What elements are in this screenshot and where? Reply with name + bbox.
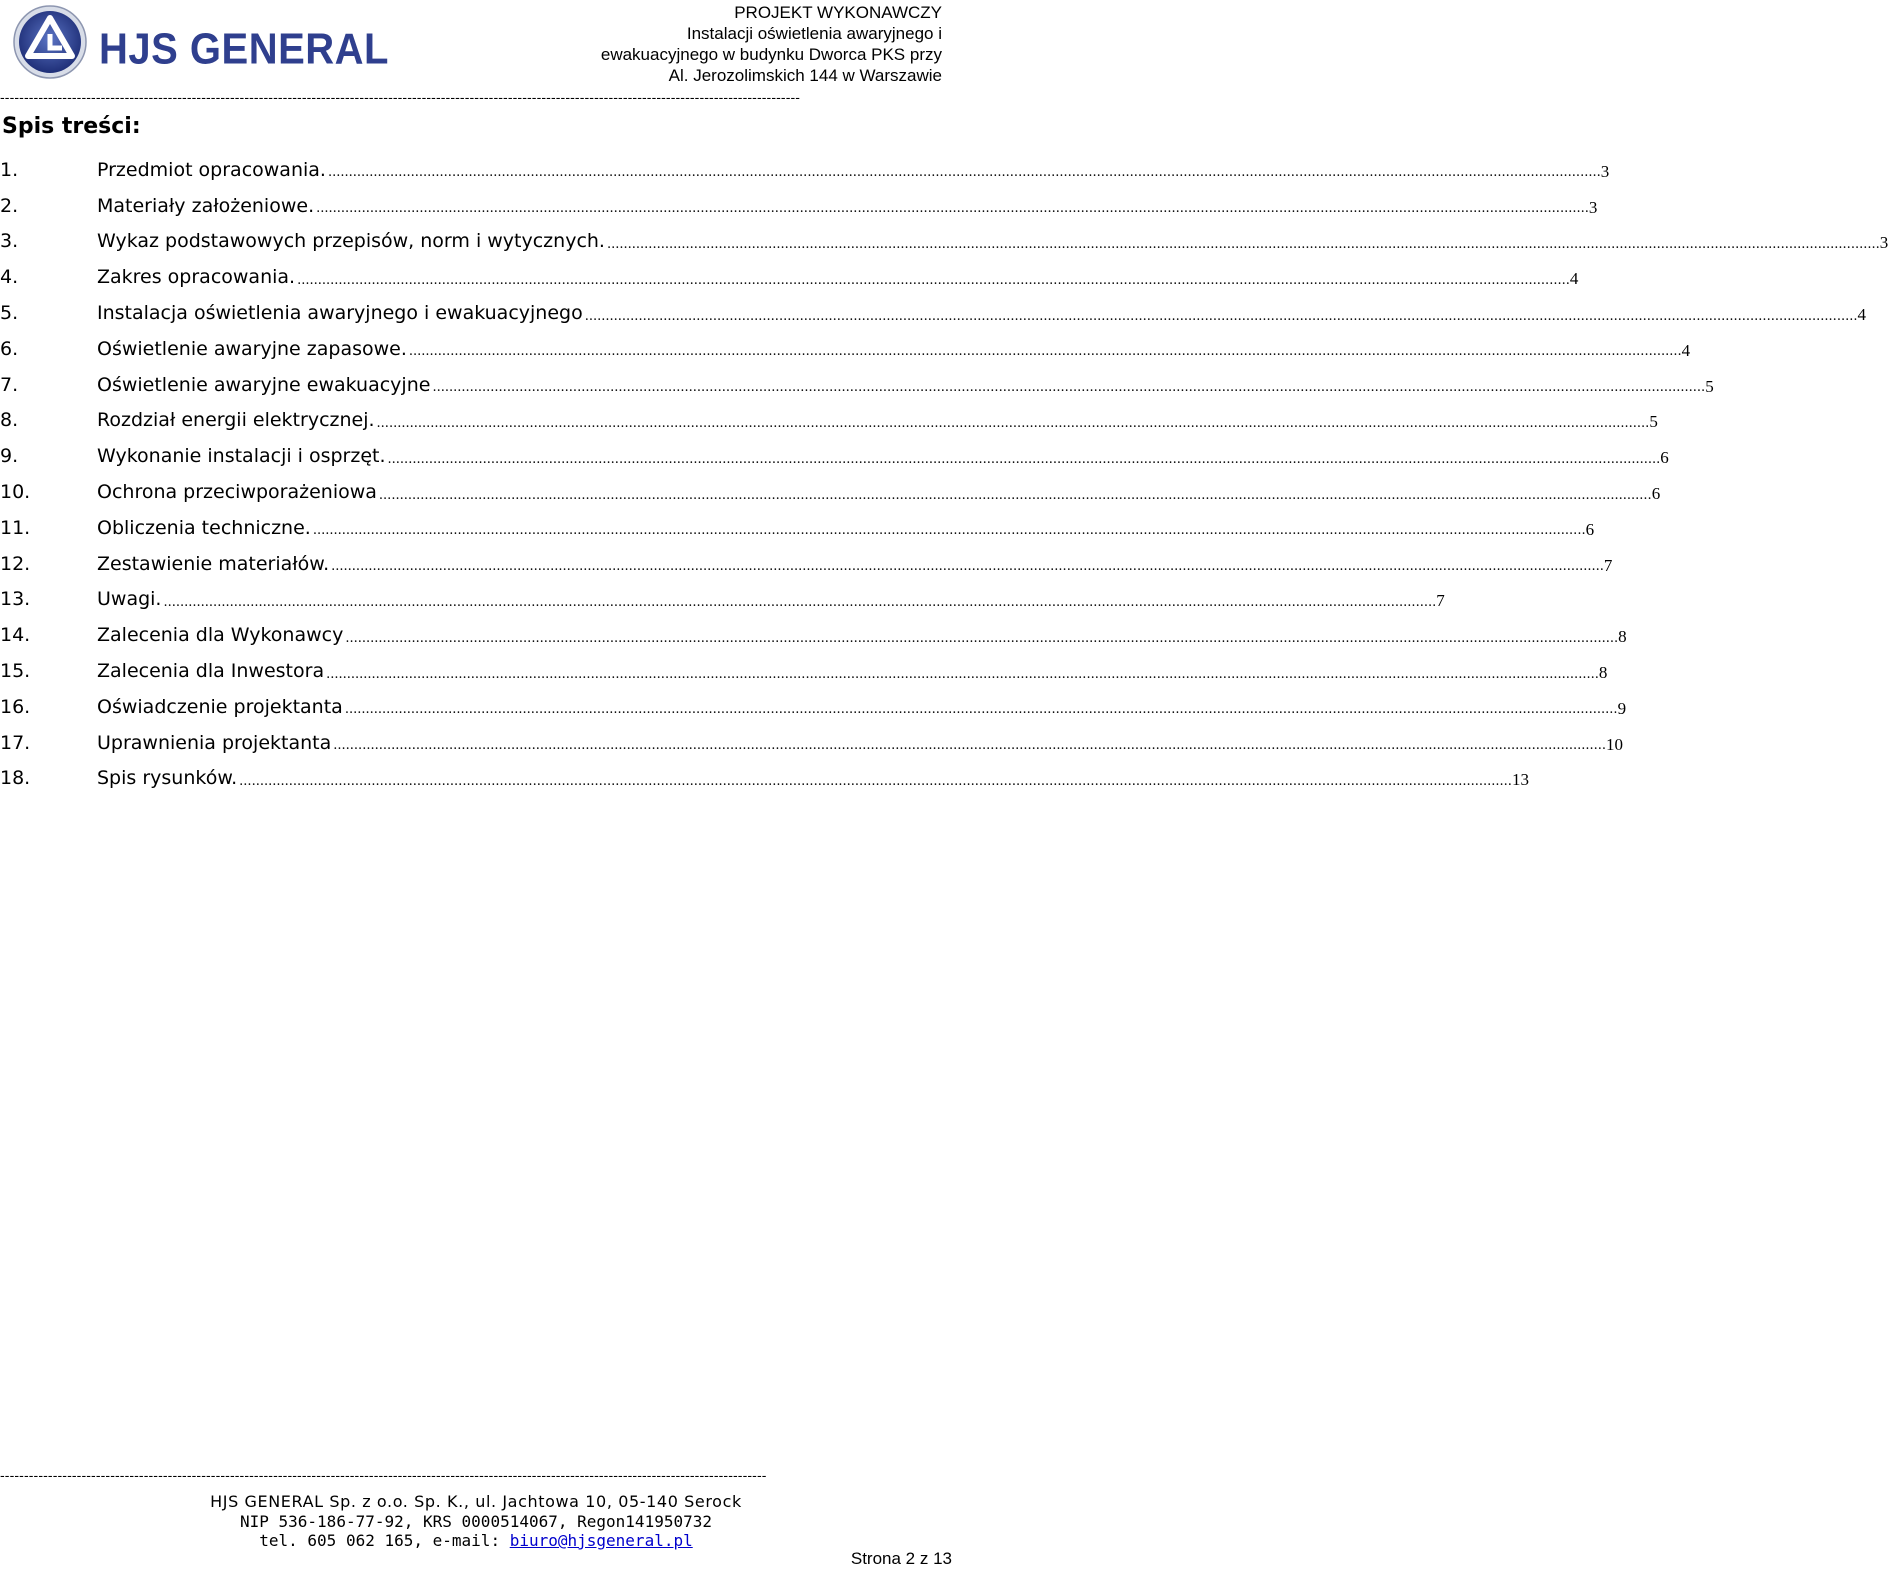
- toc-entry-label: Ochrona przeciwporażeniowa: [97, 481, 377, 504]
- toc-entry-page: 4: [1569, 269, 1579, 289]
- toc-leader-dots: ....................................................................................................................................................................................................................................................................................................................: [333, 738, 1607, 754]
- toc-leader-dots: ....................................................................................................................................................................................................................................................................................................................: [297, 272, 1570, 288]
- toc-entry-page: 13: [1511, 770, 1529, 790]
- toc-leader-dots: ....................................................................................................................................................................................................................................................................................................................: [584, 308, 1858, 324]
- toc-entry-number: 2.: [0, 194, 19, 217]
- toc-entry[interactable]: [0, 224, 1888, 260]
- toc-entry-page: 9: [1617, 698, 1627, 718]
- toc-leader-dots: ....................................................................................................................................................................................................................................................................................................................: [606, 236, 1880, 252]
- toc-entry[interactable]: [0, 367, 1714, 403]
- toc-entry-page: 5: [1649, 412, 1658, 432]
- toc-entry-page: 7: [1603, 555, 1613, 575]
- toc-entry[interactable]: [0, 152, 1610, 188]
- toc-leader-dots: ....................................................................................................................................................................................................................................................................................................................: [376, 415, 1650, 431]
- toc-entry-label: Zalecenia dla Wykonawcy: [97, 624, 344, 647]
- email-link[interactable]: biuro@hjsgeneral.pl: [509, 1531, 693, 1550]
- toc-entry-number: 8.: [0, 409, 19, 432]
- document-header: [601, 2, 942, 86]
- toc-entry-number: 4.: [0, 266, 19, 289]
- toc-title: Spis treści:: [2, 114, 141, 139]
- page-number: Strona 2 z 13: [850, 1549, 952, 1568]
- toc-entry-number: 13.: [0, 588, 31, 611]
- table-of-contents: [0, 152, 1888, 796]
- toc-entry-number: 1.: [0, 158, 19, 181]
- toc-entry[interactable]: [0, 474, 1661, 510]
- toc-entry-page: 3: [1600, 161, 1610, 181]
- toc-leader-dots: ....................................................................................................................................................................................................................................................................................................................: [331, 559, 1604, 575]
- project-address: Al. Jerozolimskich 144 w Warszawie: [668, 66, 942, 85]
- logo-emblem-icon: [12, 4, 389, 80]
- toc-leader-dots: ....................................................................................................................................................................................................................................................................................................................: [432, 380, 1706, 396]
- footer-company-address: HJS GENERAL Sp. z o.o. Sp. K., ul. Jachtowa 10, 05-140 Serock: [210, 1492, 742, 1511]
- toc-entry-page: 4: [1681, 340, 1691, 360]
- toc-entry-number: 5.: [0, 302, 19, 325]
- toc-entry-number: 15.: [0, 660, 31, 683]
- toc-entry-number: 3.: [0, 230, 19, 253]
- toc-entry-page: 8: [1598, 663, 1608, 683]
- toc-leader-dots: ....................................................................................................................................................................................................................................................................................................................: [312, 523, 1586, 539]
- toc-leader-dots: ....................................................................................................................................................................................................................................................................................................................: [345, 630, 1619, 646]
- toc-entry-page: 6: [1660, 448, 1669, 468]
- toc-leader-dots: ....................................................................................................................................................................................................................................................................................................................: [326, 666, 1599, 682]
- project-title-line-2: ewakuacyjnego w budynku Dworca PKS przy: [600, 45, 942, 64]
- toc-entry-number: 17.: [0, 731, 31, 754]
- toc-leader-dots: ....................................................................................................................................................................................................................................................................................................................: [163, 594, 1437, 610]
- company-logo: [12, 4, 389, 80]
- toc-entry[interactable]: [0, 761, 1529, 797]
- toc-entry-page: 10: [1606, 734, 1624, 754]
- toc-entry-page: 8: [1618, 627, 1627, 647]
- toc-leader-dots: ....................................................................................................................................................................................................................................................................................................................: [344, 702, 1618, 718]
- toc-entry-label: Spis rysunków.: [97, 767, 238, 790]
- toc-leader-dots: ....................................................................................................................................................................................................................................................................................................................: [408, 344, 1682, 360]
- header-divider: -----------------------------------------------------------------------------------------------------------------------------------------------------------------------: [0, 91, 801, 106]
- toc-entry[interactable]: [0, 188, 1598, 224]
- toc-entry[interactable]: [0, 689, 1627, 725]
- toc-entry-label: Obliczenia techniczne.: [97, 516, 311, 539]
- toc-entry[interactable]: [0, 295, 1866, 331]
- toc-entry-label: Zestawienie materiałów.: [97, 552, 330, 575]
- toc-entry-number: 12.: [0, 552, 31, 575]
- toc-entry[interactable]: [0, 546, 1613, 582]
- toc-entry-label: Wykaz podstawowych przepisów, norm i wytycznych.: [97, 230, 605, 253]
- toc-entry-number: 11.: [0, 516, 31, 539]
- toc-entry[interactable]: [0, 617, 1627, 653]
- toc-entry[interactable]: [0, 510, 1595, 546]
- toc-entry-page: 7: [1436, 591, 1445, 611]
- toc-entry-number: 7.: [0, 373, 19, 396]
- toc-entry-page: 3: [1588, 197, 1598, 217]
- toc-entry[interactable]: [0, 438, 1669, 474]
- footer-registration: NIP 536-186-77-92, KRS 0000514067, Regon141950732: [239, 1512, 712, 1531]
- toc-entry-page: 4: [1857, 305, 1866, 325]
- toc-entry[interactable]: [0, 403, 1658, 439]
- toc-entry-label: Materiały założeniowe.: [97, 194, 315, 217]
- toc-entry-label: Uwagi.: [97, 588, 162, 611]
- logo-text: HJS GENERAL: [98, 23, 389, 73]
- toc-entry-label: Uprawnienia projektanta: [97, 731, 332, 754]
- toc-entry-page: 6: [1651, 484, 1661, 504]
- toc-entry-number: 10.: [0, 481, 31, 504]
- toc-entry-number: 16.: [0, 695, 31, 718]
- toc-entry-number: 18.: [0, 767, 31, 790]
- footer-phone: tel. 605 062 165, e-mail:: [259, 1531, 510, 1550]
- toc-leader-dots: ....................................................................................................................................................................................................................................................................................................................: [327, 165, 1601, 181]
- toc-entry[interactable]: [0, 725, 1624, 761]
- project-title-line-1: Instalacji oświetlenia awaryjnego i: [686, 24, 942, 43]
- toc-entry-number: 9.: [0, 445, 19, 468]
- toc-entry[interactable]: [0, 331, 1691, 367]
- toc-entry-number: 14.: [0, 624, 31, 647]
- toc-leader-dots: ....................................................................................................................................................................................................................................................................................................................: [316, 201, 1589, 217]
- toc-leader-dots: ....................................................................................................................................................................................................................................................................................................................: [387, 451, 1661, 467]
- toc-entry[interactable]: [0, 259, 1579, 295]
- toc-entry-label: Instalacja oświetlenia awaryjnego i ewakuacyjnego: [97, 302, 583, 325]
- toc-entry-label: Oświetlenie awaryjne zapasowe.: [97, 337, 407, 360]
- toc-entry-page: 3: [1879, 233, 1888, 253]
- toc-leader-dots: ....................................................................................................................................................................................................................................................................................................................: [378, 487, 1652, 503]
- toc-entry-label: Oświetlenie awaryjne ewakuacyjne: [97, 373, 431, 396]
- toc-entry-label: Rozdział energii elektrycznej.: [97, 409, 375, 432]
- toc-entry-label: Zakres opracowania.: [97, 266, 296, 289]
- toc-leader-dots: ....................................................................................................................................................................................................................................................................................................................: [239, 773, 1512, 789]
- toc-entry-label: Przedmiot opracowania.: [97, 158, 326, 181]
- footer-divider: ----------------------------------------------------------------------------------------------------------------------------------------------------------------: [0, 1469, 767, 1484]
- toc-entry-label: Zalecenia dla Inwestora: [97, 660, 325, 683]
- toc-entry[interactable]: [0, 582, 1445, 618]
- project-type: PROJEKT WYKONAWCZY: [734, 3, 942, 22]
- footer-contact: [0, 1531, 952, 1551]
- toc-entry[interactable]: [0, 653, 1608, 689]
- toc-entry-number: 6.: [0, 337, 19, 360]
- toc-entry-page: 6: [1585, 519, 1595, 539]
- toc-entry-page: 5: [1705, 376, 1714, 396]
- toc-entry-label: Wykonanie instalacji i osprzęt.: [97, 445, 386, 468]
- toc-entry-label: Oświadczenie projektanta: [97, 695, 343, 718]
